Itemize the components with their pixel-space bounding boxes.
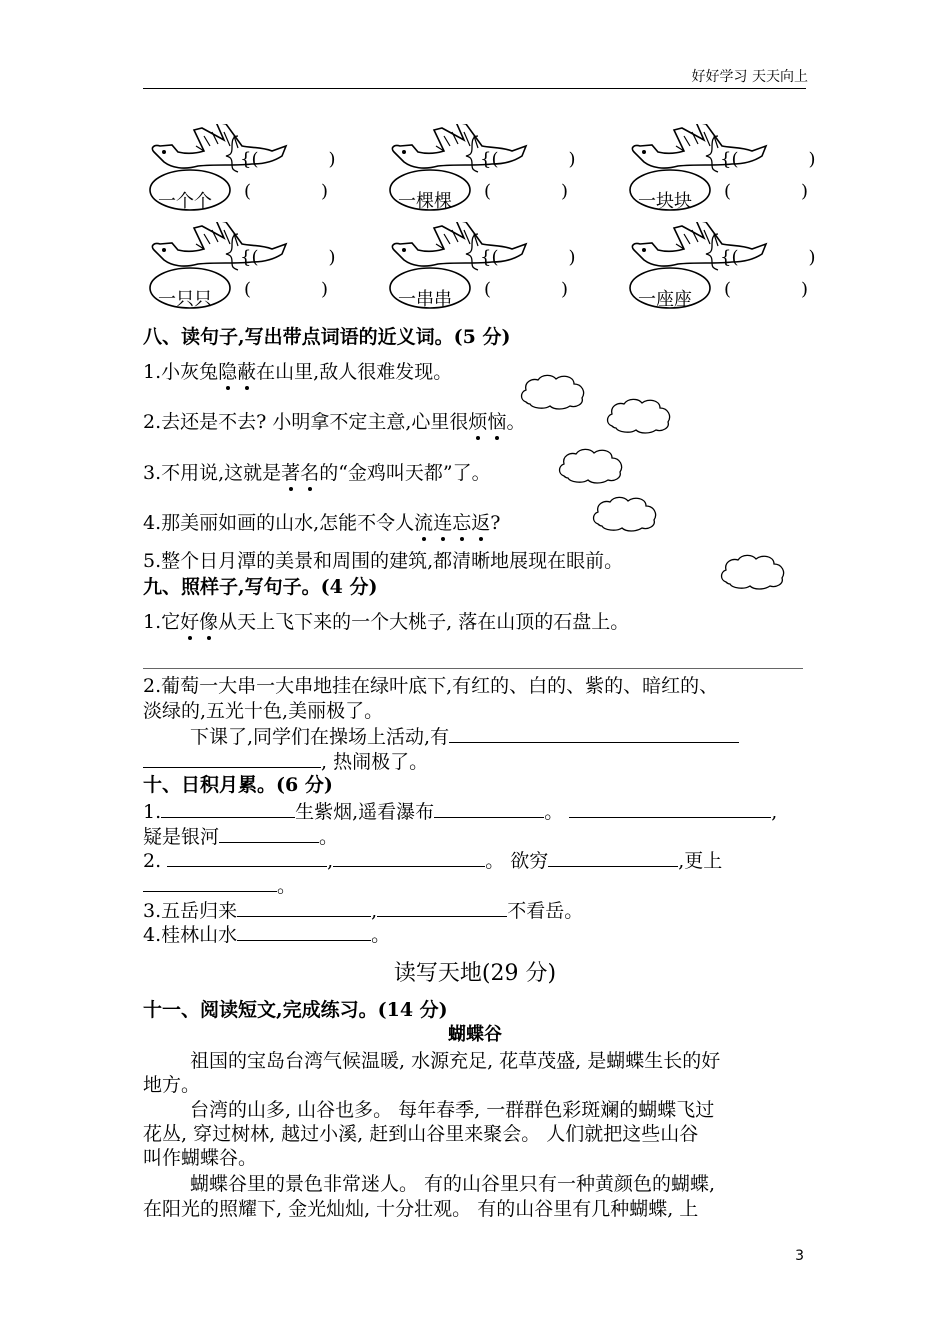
page-number: 3 bbox=[795, 1248, 804, 1264]
q8-sentence-1: 1.小灰兔隐蔽在山里,敌人很难发现。 bbox=[143, 361, 453, 383]
bracket-blank[interactable]: {( ) bbox=[240, 247, 336, 268]
cloud-answer-box[interactable] bbox=[590, 494, 660, 532]
q8-title: 八、读句子,写出带点词语的近义词。(5 分) bbox=[143, 326, 511, 348]
q10-title: 十、日积月累。(6 分) bbox=[143, 774, 333, 796]
q9-title: 九、照样子,写句子。(4 分) bbox=[143, 576, 378, 598]
answer-blank[interactable] bbox=[161, 799, 295, 818]
bracket-blank[interactable]: {( ) bbox=[480, 149, 576, 170]
q10-line-2b: 。 bbox=[143, 873, 296, 898]
bracket-blank[interactable]: ( ) bbox=[244, 279, 329, 300]
header-slogan: 好好学习 天天向上 bbox=[691, 69, 808, 85]
q9-sentence-2d: , 热闹极了。 bbox=[143, 749, 428, 774]
q10-line-3: 3.五岳归来 , 不看岳。 bbox=[143, 900, 584, 922]
answer-blank[interactable] bbox=[569, 799, 771, 818]
bird-word: 一串串 bbox=[398, 289, 452, 310]
bracket-blank[interactable]: {( ) bbox=[480, 247, 576, 268]
bird-word: 一个个 bbox=[158, 191, 212, 212]
essay-paragraph: 在阳光的照耀下, 金光灿灿, 十分壮观。 有的山谷里有几种蝴蝶, 上 bbox=[143, 1198, 699, 1220]
answer-blank[interactable] bbox=[167, 848, 327, 867]
q8-sentence-3: 3.不用说,这就是著名的“金鸡叫天都”了。 bbox=[143, 462, 491, 484]
answer-blank[interactable] bbox=[143, 873, 277, 892]
header-rule bbox=[143, 88, 806, 89]
essay-paragraph: 祖国的宝岛台湾气候温暖, 水源充足, 花草茂盛, 是蝴蝶生长的好 bbox=[190, 1050, 721, 1072]
bracket-blank[interactable]: ( ) bbox=[244, 181, 329, 202]
answer-blank[interactable] bbox=[219, 824, 319, 843]
essay-paragraph: 台湾的山多, 山谷也多。 每年春季, 一群群色彩斑斓的蝴蝶飞过 bbox=[190, 1099, 715, 1121]
cloud-answer-box[interactable] bbox=[556, 446, 626, 484]
q8-sentence-4: 4.那美丽如画的山水,怎能不令人流连忘返? bbox=[143, 512, 501, 534]
q9-sentence-1: 1.它好像从天上飞下来的一个大桃子, 落在山顶的石盘上。 bbox=[143, 611, 630, 633]
bracket-blank[interactable]: {( ) bbox=[720, 247, 816, 268]
bracket-blank[interactable]: ( ) bbox=[724, 181, 809, 202]
answer-blank[interactable] bbox=[333, 848, 485, 867]
cloud-answer-box[interactable] bbox=[518, 372, 588, 410]
bracket-blank[interactable]: ( ) bbox=[724, 279, 809, 300]
essay-paragraph: 花丛, 穿过树林, 越过小溪, 赶到山谷里来聚会。 人们就把这些山谷 bbox=[143, 1123, 699, 1145]
answer-blank[interactable] bbox=[377, 898, 507, 917]
bird-group-3 bbox=[626, 124, 816, 218]
bracket-blank[interactable]: {( ) bbox=[720, 149, 816, 170]
cloud-answer-box[interactable] bbox=[604, 396, 674, 434]
bird-group-5 bbox=[386, 222, 576, 316]
q9-sentence-2b: 淡绿的,五光十色,美丽极了。 bbox=[143, 700, 384, 722]
answer-blank[interactable] bbox=[449, 724, 739, 743]
q9-sentence-2c: 下课了,同学们在操场上活动,有 bbox=[190, 724, 739, 749]
bird-word: 一棵棵 bbox=[398, 191, 452, 212]
bird-group-2 bbox=[386, 124, 576, 218]
essay-title: 蝴蝶谷 bbox=[448, 1024, 502, 1045]
answer-blank[interactable] bbox=[237, 898, 371, 917]
bracket-blank[interactable]: {( ) bbox=[240, 149, 336, 170]
bird-word: 一块块 bbox=[638, 191, 692, 212]
bird-group-6 bbox=[626, 222, 816, 316]
essay-paragraph: 蝴蝶谷里的景色非常迷人。 有的山谷里只有一种黄颜色的蝴蝶, bbox=[190, 1173, 716, 1195]
answer-blank[interactable] bbox=[237, 922, 371, 941]
q10-line-2: 2. , 。 欲穷 ,更上 bbox=[143, 850, 723, 872]
section-title: 读写天地(29 分) bbox=[393, 961, 557, 986]
answer-blank[interactable] bbox=[548, 848, 678, 867]
essay-paragraph: 叫作蝴蝶谷。 bbox=[143, 1147, 258, 1169]
essay-paragraph: 地方。 bbox=[143, 1074, 201, 1096]
answer-line[interactable] bbox=[143, 668, 803, 669]
bird-word: 一只只 bbox=[158, 289, 212, 310]
bird-group-4 bbox=[146, 222, 336, 316]
q8-sentence-5: 5.整个日月潭的美景和周围的建筑,都清晰地展现在眼前。 bbox=[143, 550, 624, 572]
bird-word: 一座座 bbox=[638, 289, 692, 310]
q9-sentence-2a: 2.葡萄一大串一大串地挂在绿叶底下,有红的、白的、紫的、暗红的、 bbox=[143, 675, 719, 697]
q8-sentence-2: 2.去还是不去? 小明拿不定主意,心里很烦恼。 bbox=[143, 411, 526, 433]
cloud-answer-box[interactable] bbox=[718, 552, 788, 590]
bracket-blank[interactable]: ( ) bbox=[484, 279, 569, 300]
q11-title: 十一、阅读短文,完成练习。(14 分) bbox=[143, 999, 448, 1021]
answer-blank[interactable] bbox=[434, 799, 544, 818]
bird-group-1 bbox=[146, 124, 336, 218]
q10-line-4: 4.桂林山水 。 bbox=[143, 924, 391, 946]
q10-line-1: 1. 生紫烟,遥看瀑布 。 , bbox=[143, 801, 778, 823]
q10-line-1b: 疑是银河 。 bbox=[143, 826, 339, 848]
bracket-blank[interactable]: ( ) bbox=[484, 181, 569, 202]
answer-blank[interactable] bbox=[143, 749, 321, 768]
